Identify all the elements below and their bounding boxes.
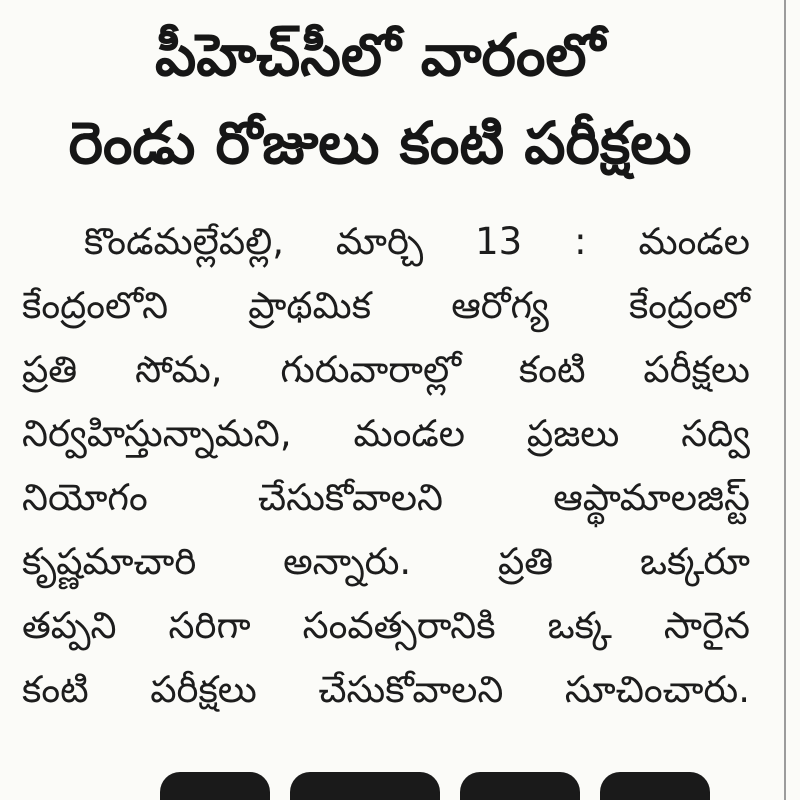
body-line-6: కృష్ణమాచారి అన్నారు. ప్రతి ఒక్కరూ — [22, 540, 750, 583]
body-line-8: కంటి పరీక్షలు చేసుకోవాలని సూచించారు. — [22, 668, 750, 711]
body-line-7: తప్పని సరిగా సంవత్సరానికి ఒక్క సారైన — [22, 604, 750, 647]
body-line-3: ప్రతి సోమ, గురువారాల్లో కంటి పరీక్షలు — [22, 348, 750, 391]
headline-line-1: పీహెచ్‌సీలో వారంలో — [154, 21, 606, 89]
headline-line-2: రెండు రోజులు కంటి పరీక్షలు — [68, 109, 692, 177]
body-line-1: కొండమల్లేపల్లి, మార్చి 13 : మండల — [84, 220, 750, 263]
body-line-4: నిర్వహిస్తున్నామని, మండల ప్రజలు సద్వి — [22, 412, 750, 455]
column-divider — [784, 0, 786, 800]
body-line-5: నియోగం చేసుకోవాలని ఆప్థామాలజిస్ట్ — [22, 476, 750, 519]
next-article-headline-cutoff — [160, 772, 720, 800]
body-line-2: కేంద్రంలోని ప్రాథమిక ఆరోగ్య కేంద్రంలో — [22, 284, 750, 327]
